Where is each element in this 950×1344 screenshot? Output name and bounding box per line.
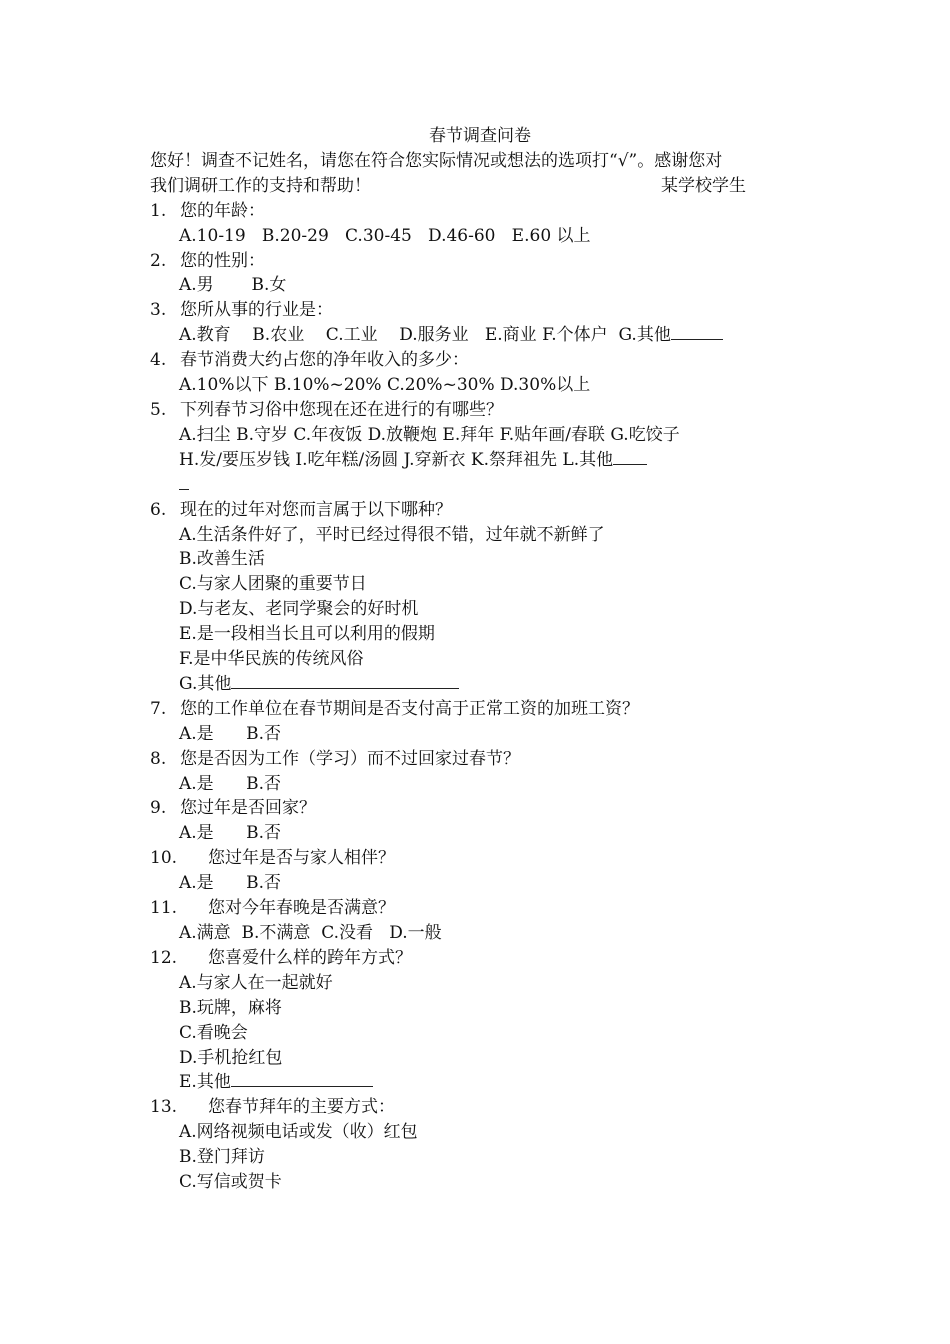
option-item[interactable]: C.写信或贺卡 — [179, 1172, 282, 1193]
option-item[interactable]: B.登门拜访 — [179, 1147, 265, 1168]
question-number: 11. — [150, 898, 178, 919]
question-4-options[interactable]: A.10%以下 B.10%~20% C.20%~30% D.30%以上 — [179, 375, 591, 396]
option-item-other — [150, 1070, 810, 1095]
question-5 — [150, 398, 810, 423]
question-text: 您的工作单位在春节期间是否支付高于正常工资的加班工资？ — [180, 698, 639, 719]
question-11 — [150, 896, 810, 921]
question-10 — [150, 846, 810, 871]
question-11-options[interactable]: A.满意 B.不满意 C.没看 D.一般 — [179, 923, 442, 943]
question-3-options[interactable]: A.教育 B.农业 C.工业 D.服务业 E.商业 F.个体户 G.其他 — [179, 325, 671, 346]
question-12 — [150, 946, 810, 971]
question-number: 13. — [150, 1097, 178, 1118]
question-7 — [150, 697, 810, 722]
option-item[interactable]: D.与老友、老同学聚会的好时机 — [179, 599, 419, 620]
option-item[interactable]: B.玩牌，麻将 — [179, 997, 282, 1018]
page-title: 春节调查问卷 — [429, 126, 531, 146]
option-item[interactable]: A.生活条件好了，平时已经过得很不错，过年就不新鲜了 — [179, 524, 605, 545]
question-13 — [150, 1095, 810, 1120]
option-item-other — [150, 672, 810, 697]
question-number: 10. — [150, 848, 178, 869]
intro-row — [150, 174, 810, 199]
signature: 某学校学生 — [661, 175, 746, 196]
question-text: 您所从事的行业是： — [180, 300, 333, 321]
question-5-options-a[interactable]: A.扫尘 B.守岁 C.年夜饭 D.放鞭炮 E.拜年 F.贴年画/春联 G.吃饺子 — [179, 424, 680, 445]
question-text: 您春节拜年的主要方式： — [208, 1097, 395, 1118]
question-7-options[interactable]: A.是 B.否 — [179, 723, 281, 744]
question-number: 8. — [150, 748, 167, 769]
question-text: 您的年龄： — [180, 200, 265, 221]
question-2-options[interactable]: A.男 B.女 — [179, 275, 287, 296]
question-5-options-b[interactable]: H.发/要压岁钱 I.吃年糕/汤圆 J.穿新衣 K.祭拜祖先 L.其他 — [179, 449, 614, 470]
intro-line-1: 您好！调查不记姓名，请您在符合您实际情况或想法的选项打“√”。感谢您对 — [150, 150, 723, 171]
question-3-options-row — [150, 323, 810, 348]
option-item[interactable]: C.与家人团聚的重要节日 — [179, 574, 367, 595]
question-6 — [150, 498, 810, 523]
blank-line[interactable] — [671, 324, 723, 340]
blank-line-continued[interactable] — [179, 474, 189, 490]
question-9 — [150, 796, 810, 821]
questionnaire-page — [150, 124, 810, 1195]
question-3 — [150, 298, 810, 323]
question-10-options[interactable]: A.是 B.否 — [179, 873, 281, 894]
question-number: 2. — [150, 250, 167, 271]
blank-line[interactable] — [613, 449, 647, 465]
question-4 — [150, 348, 810, 373]
question-text: 现在的过年对您而言属于以下哪种？ — [180, 499, 452, 520]
option-item[interactable]: A.与家人在一起就好 — [179, 972, 333, 993]
intro-line-2: 我们调研工作的支持和帮助！ — [150, 175, 371, 196]
question-number: 5. — [150, 399, 167, 420]
option-item[interactable]: B.改善生活 — [179, 549, 265, 570]
question-8 — [150, 747, 810, 772]
question-2 — [150, 249, 810, 274]
question-number: 12. — [150, 947, 178, 968]
option-item[interactable]: E.其他 — [179, 1072, 231, 1093]
question-number: 1. — [150, 200, 167, 221]
question-1-options[interactable]: A.10-19 B.20-29 C.30-45 D.46-60 E.60 以上 — [179, 225, 591, 246]
blank-line[interactable] — [231, 1071, 373, 1087]
option-item[interactable]: E.是一段相当长且可以利用的假期 — [179, 624, 435, 645]
question-text: 您是否因为工作（学习）而不过回家过春节？ — [180, 748, 520, 769]
question-text: 春节消费大约占您的净年收入的多少： — [180, 350, 469, 371]
question-9-options[interactable]: A.是 B.否 — [179, 823, 281, 844]
question-8-options[interactable]: A.是 B.否 — [179, 773, 281, 794]
option-item[interactable]: F.是中华民族的传统风俗 — [179, 649, 364, 670]
option-item[interactable]: G.其他 — [179, 673, 232, 694]
question-number: 3. — [150, 300, 167, 321]
question-text: 您过年是否与家人相伴？ — [208, 848, 395, 869]
question-text: 下列春节习俗中您现在还在进行的有哪些？ — [180, 399, 503, 420]
question-5-options-b-row — [150, 448, 810, 498]
blank-line[interactable] — [231, 673, 459, 689]
question-text: 您过年是否回家？ — [180, 798, 316, 819]
question-text: 您的性别： — [180, 250, 265, 271]
question-text: 您对今年春晚是否满意？ — [208, 898, 395, 919]
option-item[interactable]: A.网络视频电话或发（收）红包 — [179, 1122, 418, 1143]
question-number: 7. — [150, 698, 167, 719]
question-number: 4. — [150, 350, 167, 371]
option-item[interactable]: D.手机抢红包 — [179, 1047, 283, 1068]
question-1 — [150, 199, 810, 224]
question-text: 您喜爱什么样的跨年方式？ — [208, 947, 412, 968]
question-number: 9. — [150, 798, 167, 819]
option-item[interactable]: C.看晚会 — [179, 1022, 248, 1043]
question-number: 6. — [150, 499, 167, 520]
